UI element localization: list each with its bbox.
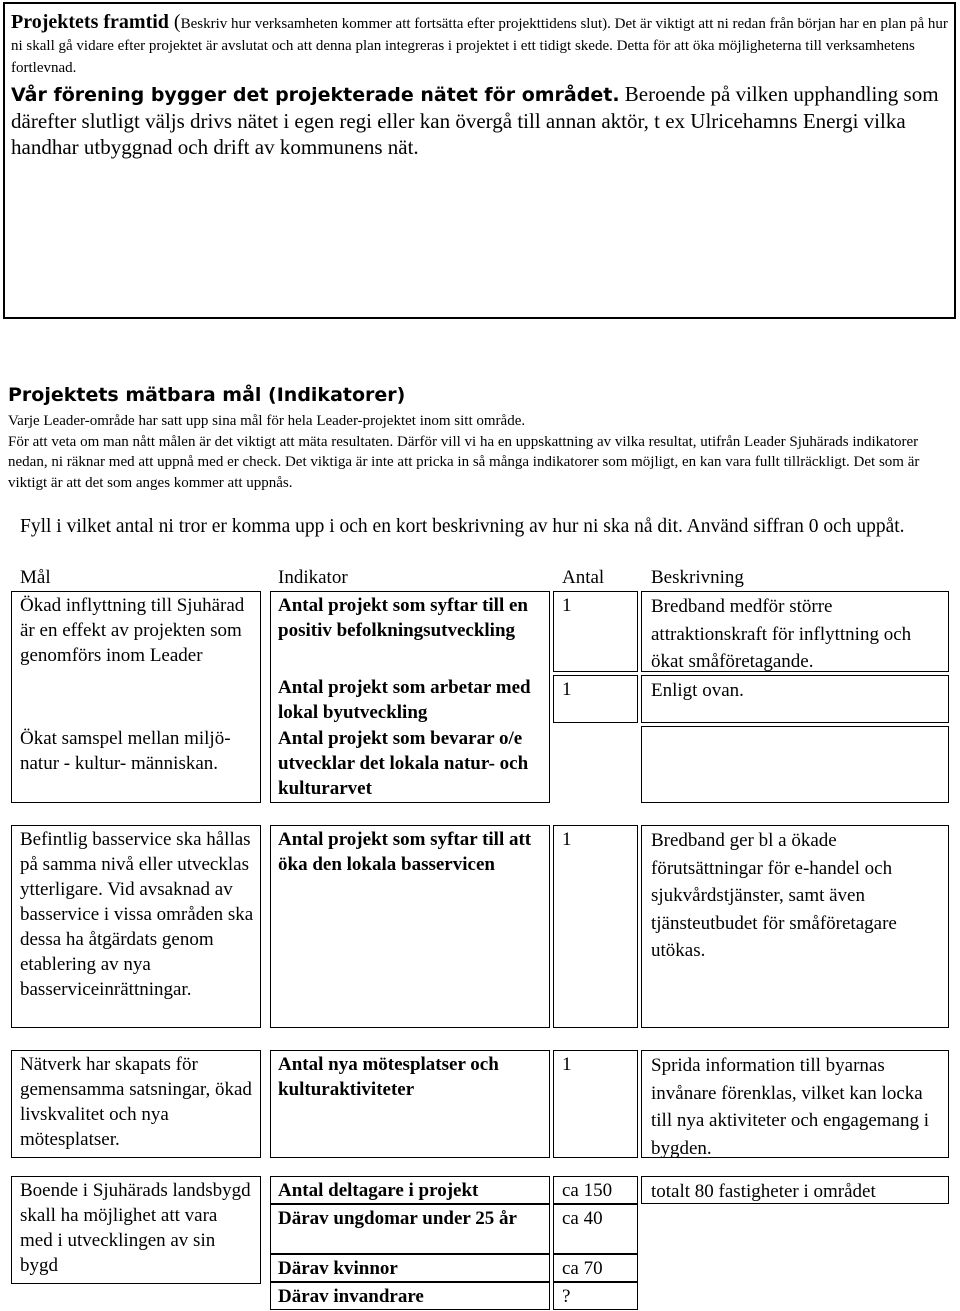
header-indikator: Indikator [278, 567, 348, 588]
framtid-heading: Projektets framtid [11, 11, 169, 33]
header-beskrivning: Beskrivning [651, 567, 744, 588]
framtid-instruction [11, 11, 948, 79]
antal-8: ca 70 [562, 1258, 603, 1279]
beskrivning-2: Enligt ovan. [651, 680, 744, 701]
indicator-8: Därav kvinnor [278, 1258, 398, 1279]
indicator-2: Antal projekt som arbetar med lokal byutveckling [278, 677, 531, 723]
antal-box-3[interactable] [553, 825, 638, 1028]
antal-6: ca 150 [562, 1180, 613, 1201]
indicator-6: Antal deltagare i projekt [278, 1180, 479, 1201]
goal-2-text: Ökat samspel mellan miljö- natur - kultur- människan. [20, 728, 231, 774]
indicator-9: Därav invandrare [278, 1286, 424, 1307]
goal-4-text: Nätverk har skapats för gemensamma satsningar, ökad livskvalitet och nya mötesplatser. [20, 1054, 252, 1150]
antal-7: ca 40 [562, 1208, 603, 1229]
framtid-instruction-rest: Det är viktigt att ni redan från början har en plan på hur ni skall gå vidare efter projektet är avslutat och att denna plan integreras i projektet i ett tidigt skede. Detta för att öka möjligheterna till verksamhetens fortlevnad. [11, 16, 948, 76]
header-mal: Mål [20, 567, 51, 588]
framtid-answer-bold: Vår förening bygger det projekterade nätet för området. [11, 84, 620, 106]
framtid-answer[interactable] [11, 81, 948, 160]
beskrivning-1: Bredband medför större attraktionskraft för inflyttning och ökat småföretagande. [651, 596, 912, 672]
goal-5-text: Boende i Sjuhärads landsbygd skall ha möjlighet att vara med i utvecklingen av sin bygd [20, 1180, 251, 1276]
indicator-3: Antal projekt som bevarar o/e utvecklar det lokala natur- och kulturarvet [278, 728, 529, 799]
beskrivning-box-3[interactable] [641, 726, 949, 803]
mal-paragraph-1: Varje Leader-område har satt upp sina mål för hela Leader-projektet inom sitt område. [8, 413, 526, 429]
mal-section [8, 382, 953, 493]
antal-4: 1 [562, 829, 572, 850]
framtid-answer-text: Beroende på vilken upphandling som därefter slutligt väljs drivs nätet i egen regi eller kan övergå till annan aktör, t ex Ulricehamns Energi vilka handhar utbyggnad och drift av kommunens nät. [11, 82, 939, 159]
indicator-5: Antal nya mötesplatser och kulturaktiviteter [278, 1054, 499, 1100]
framtid-instruction-lead: Beskriv hur verksamheten kommer att fortsätta efter projekttidens slut). [180, 16, 611, 32]
header-antal: Antal [562, 567, 605, 588]
indicator-4: Antal projekt som syftar till att öka den lokala basservicen [278, 829, 532, 875]
beskrivning-4: Bredband ger bl a ökade förutsättningar för e-handel och sjukvårdstjänster, samt även tjänsteutbudet för småföretagare utökas. [651, 830, 897, 961]
beskrivning-5: Sprida information till byarnas invånare förenklas, vilket kan locka till nya aktiviteter och engagemang i bygden. [651, 1055, 930, 1159]
indicator-7: Därav ungdomar under 25 år [278, 1208, 517, 1229]
goal-3-text: Befintlig basservice ska hållas på samma nivå eller utvecklas ytterligare. Vid avsaknad av basservice i vissa områden ska dessa ha åtgärdats genom etablering av nya basserviceinrättningar. [20, 829, 254, 1000]
framtid-paren: ( [168, 11, 181, 33]
antal-9: ? [562, 1286, 571, 1307]
indicator-1: Antal projekt som syftar till en positiv befolkningsutveckling [278, 595, 528, 641]
antal-1: 1 [562, 595, 572, 616]
beskrivning-6: totalt 80 fastigheter i området [651, 1181, 876, 1202]
table-instructions: Fyll i vilket antal ni tror er komma upp i och en kort beskrivning av hur ni ska nå dit. Använd siffran 0 och uppåt. [20, 516, 905, 537]
goal-1-text: Ökad inflyttning till Sjuhärad är en effekt av projekten som genomförs inom Leader [20, 595, 245, 666]
antal-2: 1 [562, 679, 572, 700]
mal-paragraph-2: För att veta om man nått målen är det viktigt att mäta resultaten. Därför vill vi ha en uppskattning av vilka resultat, utifrån Leader Sjuhärads indikatorer nedan, ni räknar med att uppnå med er check. Det viktiga är inte att pricka in så många indikatorer som möjligt, en kan vara fullt tillräckligt. Det som är viktigt är att det som anges kommer att uppnås. [8, 433, 920, 491]
mal-heading: Projektets mätbara mål (Indikatorer) [8, 384, 406, 406]
framtid-box [3, 2, 956, 319]
antal-5: 1 [562, 1054, 572, 1075]
